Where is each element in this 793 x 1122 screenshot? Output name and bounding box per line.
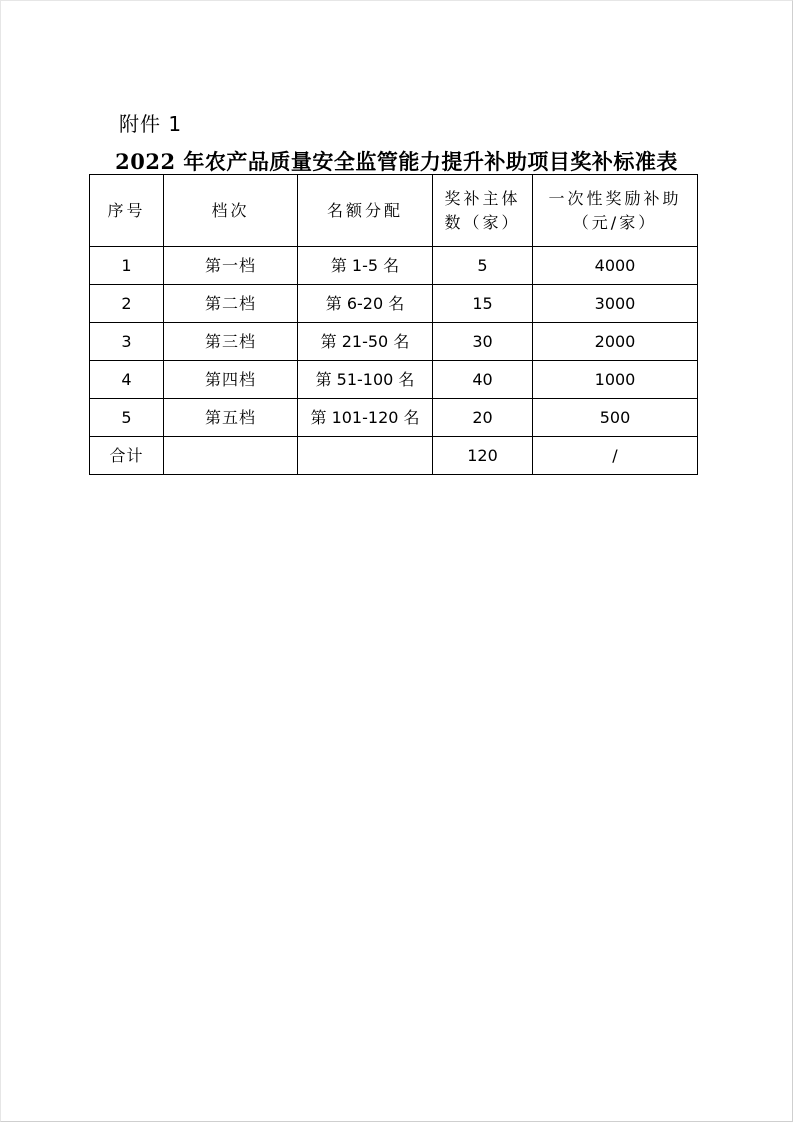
cell-serial-number: 2 xyxy=(90,285,164,323)
header-one-time-subsidy xyxy=(533,175,698,247)
cell-subsidy-amount: 1000 xyxy=(533,361,698,399)
header-line: 数（家） xyxy=(444,212,521,232)
header-line: 奖补主体 xyxy=(444,188,521,208)
table-header-row xyxy=(90,175,698,247)
cell-tier: 第三档 xyxy=(164,323,298,361)
cell-quota: 第 21-50 名 xyxy=(298,323,433,361)
award-standard-table xyxy=(89,174,698,475)
table-total-row xyxy=(90,437,698,475)
cell-subsidy-amount: 3000 xyxy=(533,285,698,323)
header-entity-count xyxy=(433,175,533,247)
cell-quota: 第 51-100 名 xyxy=(298,361,433,399)
cell-tier: 第五档 xyxy=(164,399,298,437)
cell-serial-number: 4 xyxy=(90,361,164,399)
header-line: 名额分配 xyxy=(326,200,403,220)
attachment-label: 附件 1 xyxy=(119,112,183,136)
cell-subsidy-amount: 4000 xyxy=(533,247,698,285)
cell-quota: 第 6-20 名 xyxy=(298,285,433,323)
table-row xyxy=(90,285,698,323)
cell-total-label: 合计 xyxy=(90,437,164,475)
cell-entity-count: 5 xyxy=(433,247,533,285)
header-serial-number xyxy=(90,175,164,247)
table-row xyxy=(90,361,698,399)
cell-quota xyxy=(298,437,433,475)
table-row xyxy=(90,323,698,361)
header-line: 档次 xyxy=(211,200,250,220)
header-tier xyxy=(164,175,298,247)
cell-serial-number: 3 xyxy=(90,323,164,361)
cell-serial-number: 5 xyxy=(90,399,164,437)
header-quota xyxy=(298,175,433,247)
cell-serial-number: 1 xyxy=(90,247,164,285)
cell-tier xyxy=(164,437,298,475)
cell-entity-count: 20 xyxy=(433,399,533,437)
cell-entity-count: 40 xyxy=(433,361,533,399)
header-line: 一次性奖励补助 xyxy=(548,188,682,208)
table-row xyxy=(90,399,698,437)
cell-quota: 第 101-120 名 xyxy=(298,399,433,437)
cell-tier: 第四档 xyxy=(164,361,298,399)
header-line: 序号 xyxy=(107,200,146,220)
header-line: （元/家） xyxy=(572,212,658,232)
document-title: 2022 年农产品质量安全监管能力提升补助项目奖补标准表 xyxy=(115,149,678,174)
cell-total-amount: / xyxy=(533,437,698,475)
cell-quota: 第 1-5 名 xyxy=(298,247,433,285)
cell-entity-count: 15 xyxy=(433,285,533,323)
cell-subsidy-amount: 500 xyxy=(533,399,698,437)
cell-total-count: 120 xyxy=(433,437,533,475)
cell-subsidy-amount: 2000 xyxy=(533,323,698,361)
cell-tier: 第二档 xyxy=(164,285,298,323)
table-row xyxy=(90,247,698,285)
cell-entity-count: 30 xyxy=(433,323,533,361)
cell-tier: 第一档 xyxy=(164,247,298,285)
